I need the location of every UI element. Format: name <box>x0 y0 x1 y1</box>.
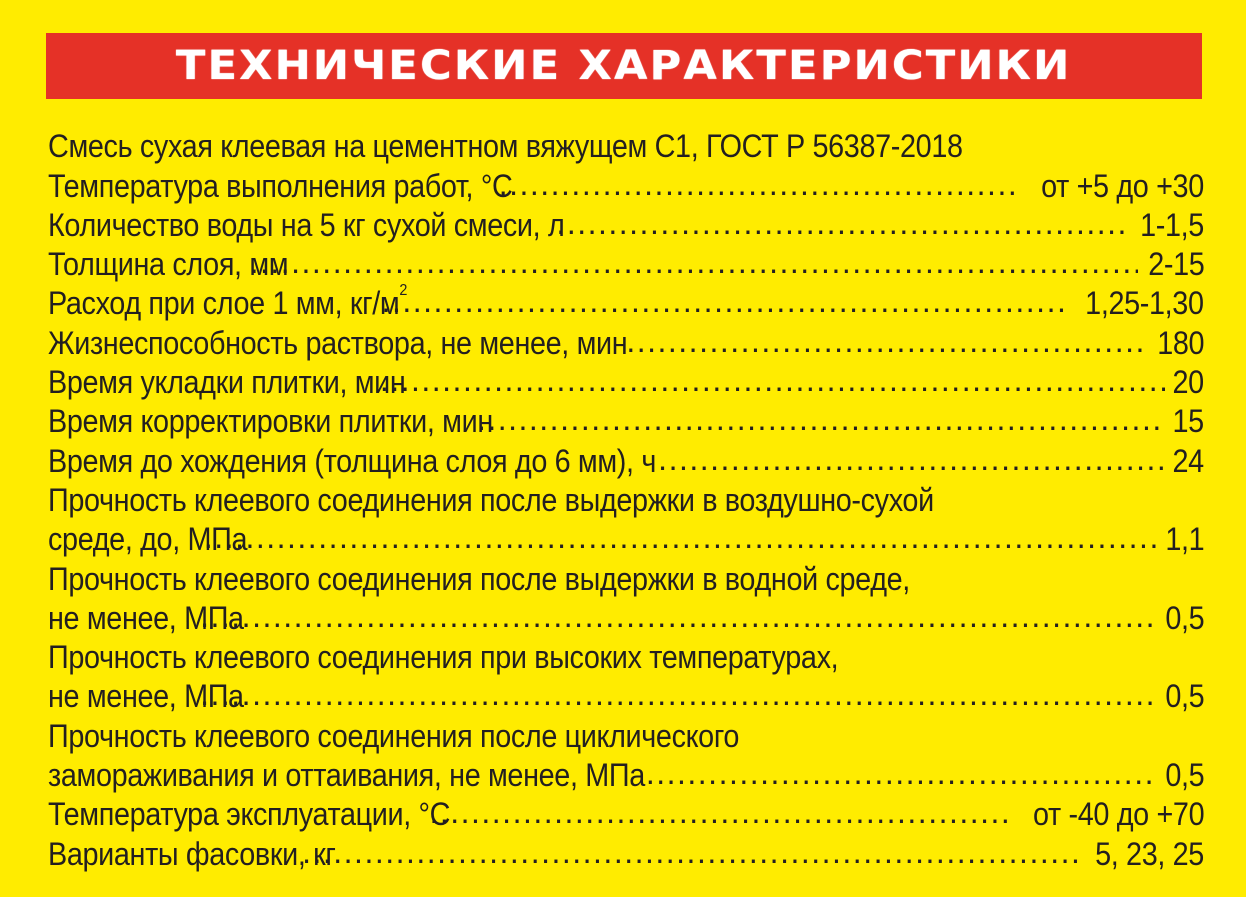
spec-row-correction-time <box>48 398 1204 440</box>
dot-leader <box>200 680 1157 712</box>
spec-label: Количество воды на 5 кг сухой смеси, л <box>48 206 565 243</box>
spec-label: Время до хождения (толщина слоя до 6 мм), ч <box>48 442 656 479</box>
spec-row-freeze-thaw-strength <box>48 752 1204 794</box>
spec-label: Жизнеспособность раствора, не менее, мин <box>48 324 628 361</box>
dot-leader <box>380 366 1165 398</box>
dot-leader <box>250 248 1138 280</box>
spec-value: 0,5 <box>1165 757 1204 794</box>
spec-label-line1: Прочность клеевого соединения после выдержки в водной среде, <box>48 560 910 597</box>
spec-row-air-dry-strength <box>48 516 1204 558</box>
spec-label-line1: Прочность клеевого соединения после выдержки в воздушно-сухой <box>48 481 934 518</box>
dot-leader <box>200 602 1157 634</box>
spec-row-service-temperature <box>48 791 1204 833</box>
page-title: ТЕХНИЧЕСКИЕ ХАРАКТЕРИСТИКИ <box>176 43 1072 89</box>
unit-superscript: 2 <box>399 282 408 300</box>
spec-value: от +5 до +30 <box>1041 167 1204 204</box>
spec-row-water-amount <box>48 202 1204 241</box>
spec-row-consumption <box>48 280 1204 322</box>
dot-leader <box>658 445 1165 477</box>
spec-row-packaging <box>48 830 1204 872</box>
dot-leader <box>204 523 1157 555</box>
spec-label: Время корректировки плитки, мин <box>48 403 493 440</box>
spec-row-work-temperature <box>48 162 1204 204</box>
spec-row-heat-strength <box>48 673 1204 715</box>
spec-value: 24 <box>1172 442 1204 479</box>
spec-value: 5, 23, 25 <box>1095 835 1204 872</box>
spec-label-line1: Прочность клеевого соединения после циклического <box>48 717 740 754</box>
spec-row-water-strength-head <box>48 555 1204 597</box>
spec-value: 2-15 <box>1147 246 1204 283</box>
dot-leader <box>429 798 1009 830</box>
spec-label: Расход при слое 1 мм, кг/м <box>48 285 400 322</box>
spec-label: Время укладки плитки, мин <box>48 364 406 401</box>
spec-label-line1: Прочность клеевого соединения при высоких температурах, <box>48 639 839 676</box>
spec-label: замораживания и оттаивания, не менее, МПа <box>48 757 645 794</box>
dot-leader <box>556 209 1129 241</box>
spec-row-laying-time <box>48 359 1204 401</box>
dot-leader <box>626 327 1147 359</box>
spec-label: Температура эксплуатации, °С <box>48 796 451 833</box>
spec-label: Варианты фасовки, кг <box>48 835 336 872</box>
spec-row-water-strength <box>48 595 1204 634</box>
spec-row-air-dry-strength-head <box>48 477 1204 516</box>
spec-value: 1,1 <box>1165 521 1204 558</box>
spec-value: 1,25-1,30 <box>1085 285 1204 322</box>
dot-leader <box>382 287 1069 319</box>
spec-value: 20 <box>1172 364 1204 401</box>
spec-label: среде, до, МПа <box>48 521 248 558</box>
spec-label-wrap <box>48 282 408 322</box>
spec-value: 15 <box>1172 403 1204 440</box>
spec-label: не менее, МПа <box>48 678 244 715</box>
spec-value: 0,5 <box>1165 599 1204 636</box>
intro-line <box>48 123 1204 165</box>
spec-row-pot-life <box>48 319 1204 361</box>
dot-leader <box>302 838 1079 870</box>
spec-row-freeze-thaw-strength-head <box>48 712 1204 754</box>
spec-value: 0,5 <box>1165 678 1204 715</box>
intro-text: Смесь сухая клеевая на цементном вяжущем С1, ГОСТ Р 56387-2018 <box>48 128 963 165</box>
spec-value: 180 <box>1157 324 1204 361</box>
spec-row-heat-strength-head <box>48 634 1204 676</box>
spec-label: Толщина слоя, мм <box>48 246 289 283</box>
spec-value: от -40 до +70 <box>1032 796 1204 833</box>
spec-row-walk-time <box>48 437 1204 479</box>
dot-leader <box>499 170 1019 202</box>
title-banner <box>46 33 1202 99</box>
spec-label: не менее, МПа <box>48 599 244 636</box>
spec-row-layer-thickness <box>48 241 1204 283</box>
dot-leader <box>477 405 1165 437</box>
spec-value: 1-1,5 <box>1140 206 1204 243</box>
spec-label: Температура выполнения работ, °С <box>48 167 513 204</box>
dot-leader <box>646 759 1157 791</box>
spec-list <box>48 123 1204 870</box>
